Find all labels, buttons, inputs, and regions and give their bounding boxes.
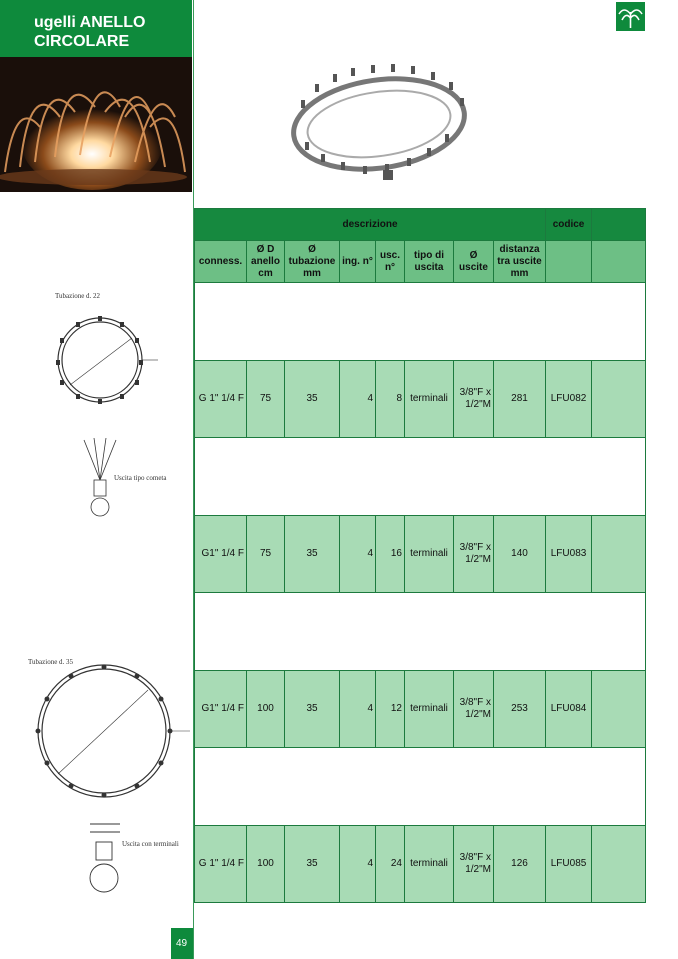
empty-header bbox=[592, 209, 646, 241]
col-header-conn: conness. bbox=[195, 241, 247, 283]
col-header-code bbox=[546, 241, 592, 283]
cell-conn: G 1" 1/4 F bbox=[195, 826, 247, 903]
cell-tub: 35 bbox=[285, 671, 340, 748]
cell-ing: 4 bbox=[340, 671, 376, 748]
title-line2: CIRCOLARE bbox=[34, 33, 130, 50]
table-row bbox=[195, 826, 646, 903]
drawing-sub-d22: Uscita tipo cometa bbox=[114, 474, 167, 482]
cell-tipo: terminali bbox=[405, 516, 454, 593]
cell-ing: 4 bbox=[340, 516, 376, 593]
drawing-sub-d35: Uscita con terminali bbox=[122, 840, 179, 848]
col-header-tipo: tipo di uscita bbox=[405, 241, 454, 283]
fountain-photo bbox=[0, 57, 192, 192]
cell-diam: 75 bbox=[247, 516, 285, 593]
cell-diam: 75 bbox=[247, 361, 285, 438]
cell-diam: 100 bbox=[247, 671, 285, 748]
cell-conn: G1" 1/4 F bbox=[195, 671, 247, 748]
cell-extra bbox=[592, 516, 646, 593]
col-header-extra bbox=[592, 241, 646, 283]
cell-dist: 253 bbox=[494, 671, 546, 748]
cell-tub: 35 bbox=[285, 516, 340, 593]
cell-uscite: 3/8"F x 1/2"M bbox=[454, 516, 494, 593]
table-row bbox=[195, 671, 646, 748]
col-header-tub: Ø tubazione mm bbox=[285, 241, 340, 283]
code-header: codice bbox=[546, 209, 592, 241]
cell-tipo: terminali bbox=[405, 671, 454, 748]
cell-dist: 281 bbox=[494, 361, 546, 438]
cell-ing: 4 bbox=[340, 826, 376, 903]
cell-uscite: 3/8"F x 1/2"M bbox=[454, 671, 494, 748]
cell-code: LFU084 bbox=[546, 671, 592, 748]
cell-ing: 4 bbox=[340, 361, 376, 438]
cell-tipo: terminali bbox=[405, 826, 454, 903]
table-column-header-row bbox=[195, 241, 646, 283]
page-number-box bbox=[171, 928, 193, 959]
cell-code: LFU085 bbox=[546, 826, 592, 903]
cell-dist: 140 bbox=[494, 516, 546, 593]
cell-uscite: 3/8"F x 1/2"M bbox=[454, 826, 494, 903]
col-header-diam: Ø D anello cm bbox=[247, 241, 285, 283]
col-header-usc: usc. n° bbox=[376, 241, 405, 283]
cell-code: LFU083 bbox=[546, 516, 592, 593]
cell-tipo: terminali bbox=[405, 361, 454, 438]
title-line1: ugelli ANELLO bbox=[34, 14, 146, 31]
cell-extra bbox=[592, 361, 646, 438]
col-header-uscite: Ø uscite bbox=[454, 241, 494, 283]
drawing-caption-d35: Tubazione d. 35 bbox=[28, 658, 74, 666]
cell-conn: G1" 1/4 F bbox=[195, 516, 247, 593]
page-number: 49 bbox=[176, 938, 188, 949]
cell-tub: 35 bbox=[285, 826, 340, 903]
cell-conn: G 1" 1/4 F bbox=[195, 361, 247, 438]
spec-table bbox=[194, 208, 646, 903]
cell-usc: 12 bbox=[376, 671, 405, 748]
technical-drawing-d22 bbox=[40, 290, 190, 520]
table-header-group-row bbox=[195, 209, 646, 241]
fountain-logo-icon bbox=[616, 2, 645, 31]
table-row bbox=[195, 361, 646, 438]
col-header-dist: distanza tra uscite mm bbox=[494, 241, 546, 283]
cell-usc: 24 bbox=[376, 826, 405, 903]
cell-uscite: 3/8"F x 1/2"M bbox=[454, 361, 494, 438]
page-title bbox=[34, 13, 145, 51]
title-box bbox=[0, 0, 192, 57]
cell-tub: 35 bbox=[285, 361, 340, 438]
cell-dist: 126 bbox=[494, 826, 546, 903]
cell-diam: 100 bbox=[247, 826, 285, 903]
table-row bbox=[195, 516, 646, 593]
group-header: descrizione bbox=[195, 209, 546, 241]
drawing-caption-d22: Tubazione d. 22 bbox=[55, 292, 101, 300]
cell-code: LFU082 bbox=[546, 361, 592, 438]
cell-usc: 16 bbox=[376, 516, 405, 593]
ring-nozzle-photo bbox=[285, 62, 473, 192]
cell-usc: 8 bbox=[376, 361, 405, 438]
technical-drawing-d35 bbox=[24, 656, 192, 906]
col-header-ing: ing. n° bbox=[340, 241, 376, 283]
cell-extra bbox=[592, 826, 646, 903]
cell-extra bbox=[592, 671, 646, 748]
